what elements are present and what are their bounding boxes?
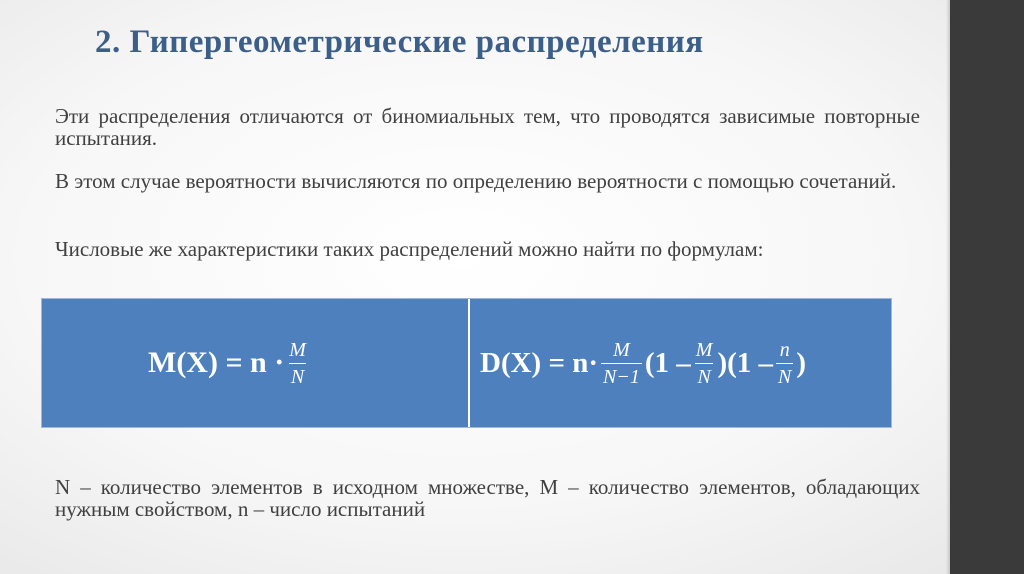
side-bar [950, 0, 1024, 574]
variance-formula-cell [470, 299, 891, 427]
variance-fraction-2-denominator: N [695, 363, 712, 388]
variance-fraction-3 [776, 339, 793, 388]
variance-fraction-1 [601, 339, 642, 388]
mean-formula-cell [42, 299, 470, 427]
variance-fraction-3-numerator: n [779, 338, 790, 361]
variance-fraction-2 [694, 339, 715, 388]
paragraph-1: Эти распределения отличаются от биномиальных тем, что проводятся зависимые повторные испытания. [55, 104, 920, 150]
variance-fraction-3-denominator: N [776, 363, 793, 388]
paragraph-2: В этом случае вероятности вычисляются по определению вероятности с помощью сочетаний. [55, 169, 897, 193]
variance-fraction-1-denominator: N−1 [601, 363, 642, 388]
formula-table [41, 298, 892, 428]
mean-formula [148, 299, 311, 427]
mean-fraction-numerator: M [289, 338, 306, 361]
variance-formula-part-2: (1 – [644, 346, 691, 379]
variance-fraction-2-numerator: M [695, 338, 713, 361]
paragraph-legend: N – количество элементов в исходном множестве, М – количество элементов, обладающих нужным свойством, n – число испытаний [55, 475, 920, 521]
mean-fraction-denominator: N [289, 363, 306, 388]
mean-formula-lhs: M(X) = n · [148, 346, 285, 379]
variance-fraction-1-numerator: M [613, 338, 630, 361]
paragraph-3: Числовые же характеристики таких распределений можно найти по формулам: [55, 237, 764, 261]
variance-formula-part-3: )(1 – [717, 346, 774, 379]
variance-formula-part-4: ) [796, 346, 807, 379]
variance-formula [480, 299, 806, 427]
variance-formula-lhs: D(X) = n· [480, 346, 599, 379]
mean-fraction [287, 339, 308, 388]
slide-title: 2. Гипергеометрические распределения [95, 24, 704, 60]
